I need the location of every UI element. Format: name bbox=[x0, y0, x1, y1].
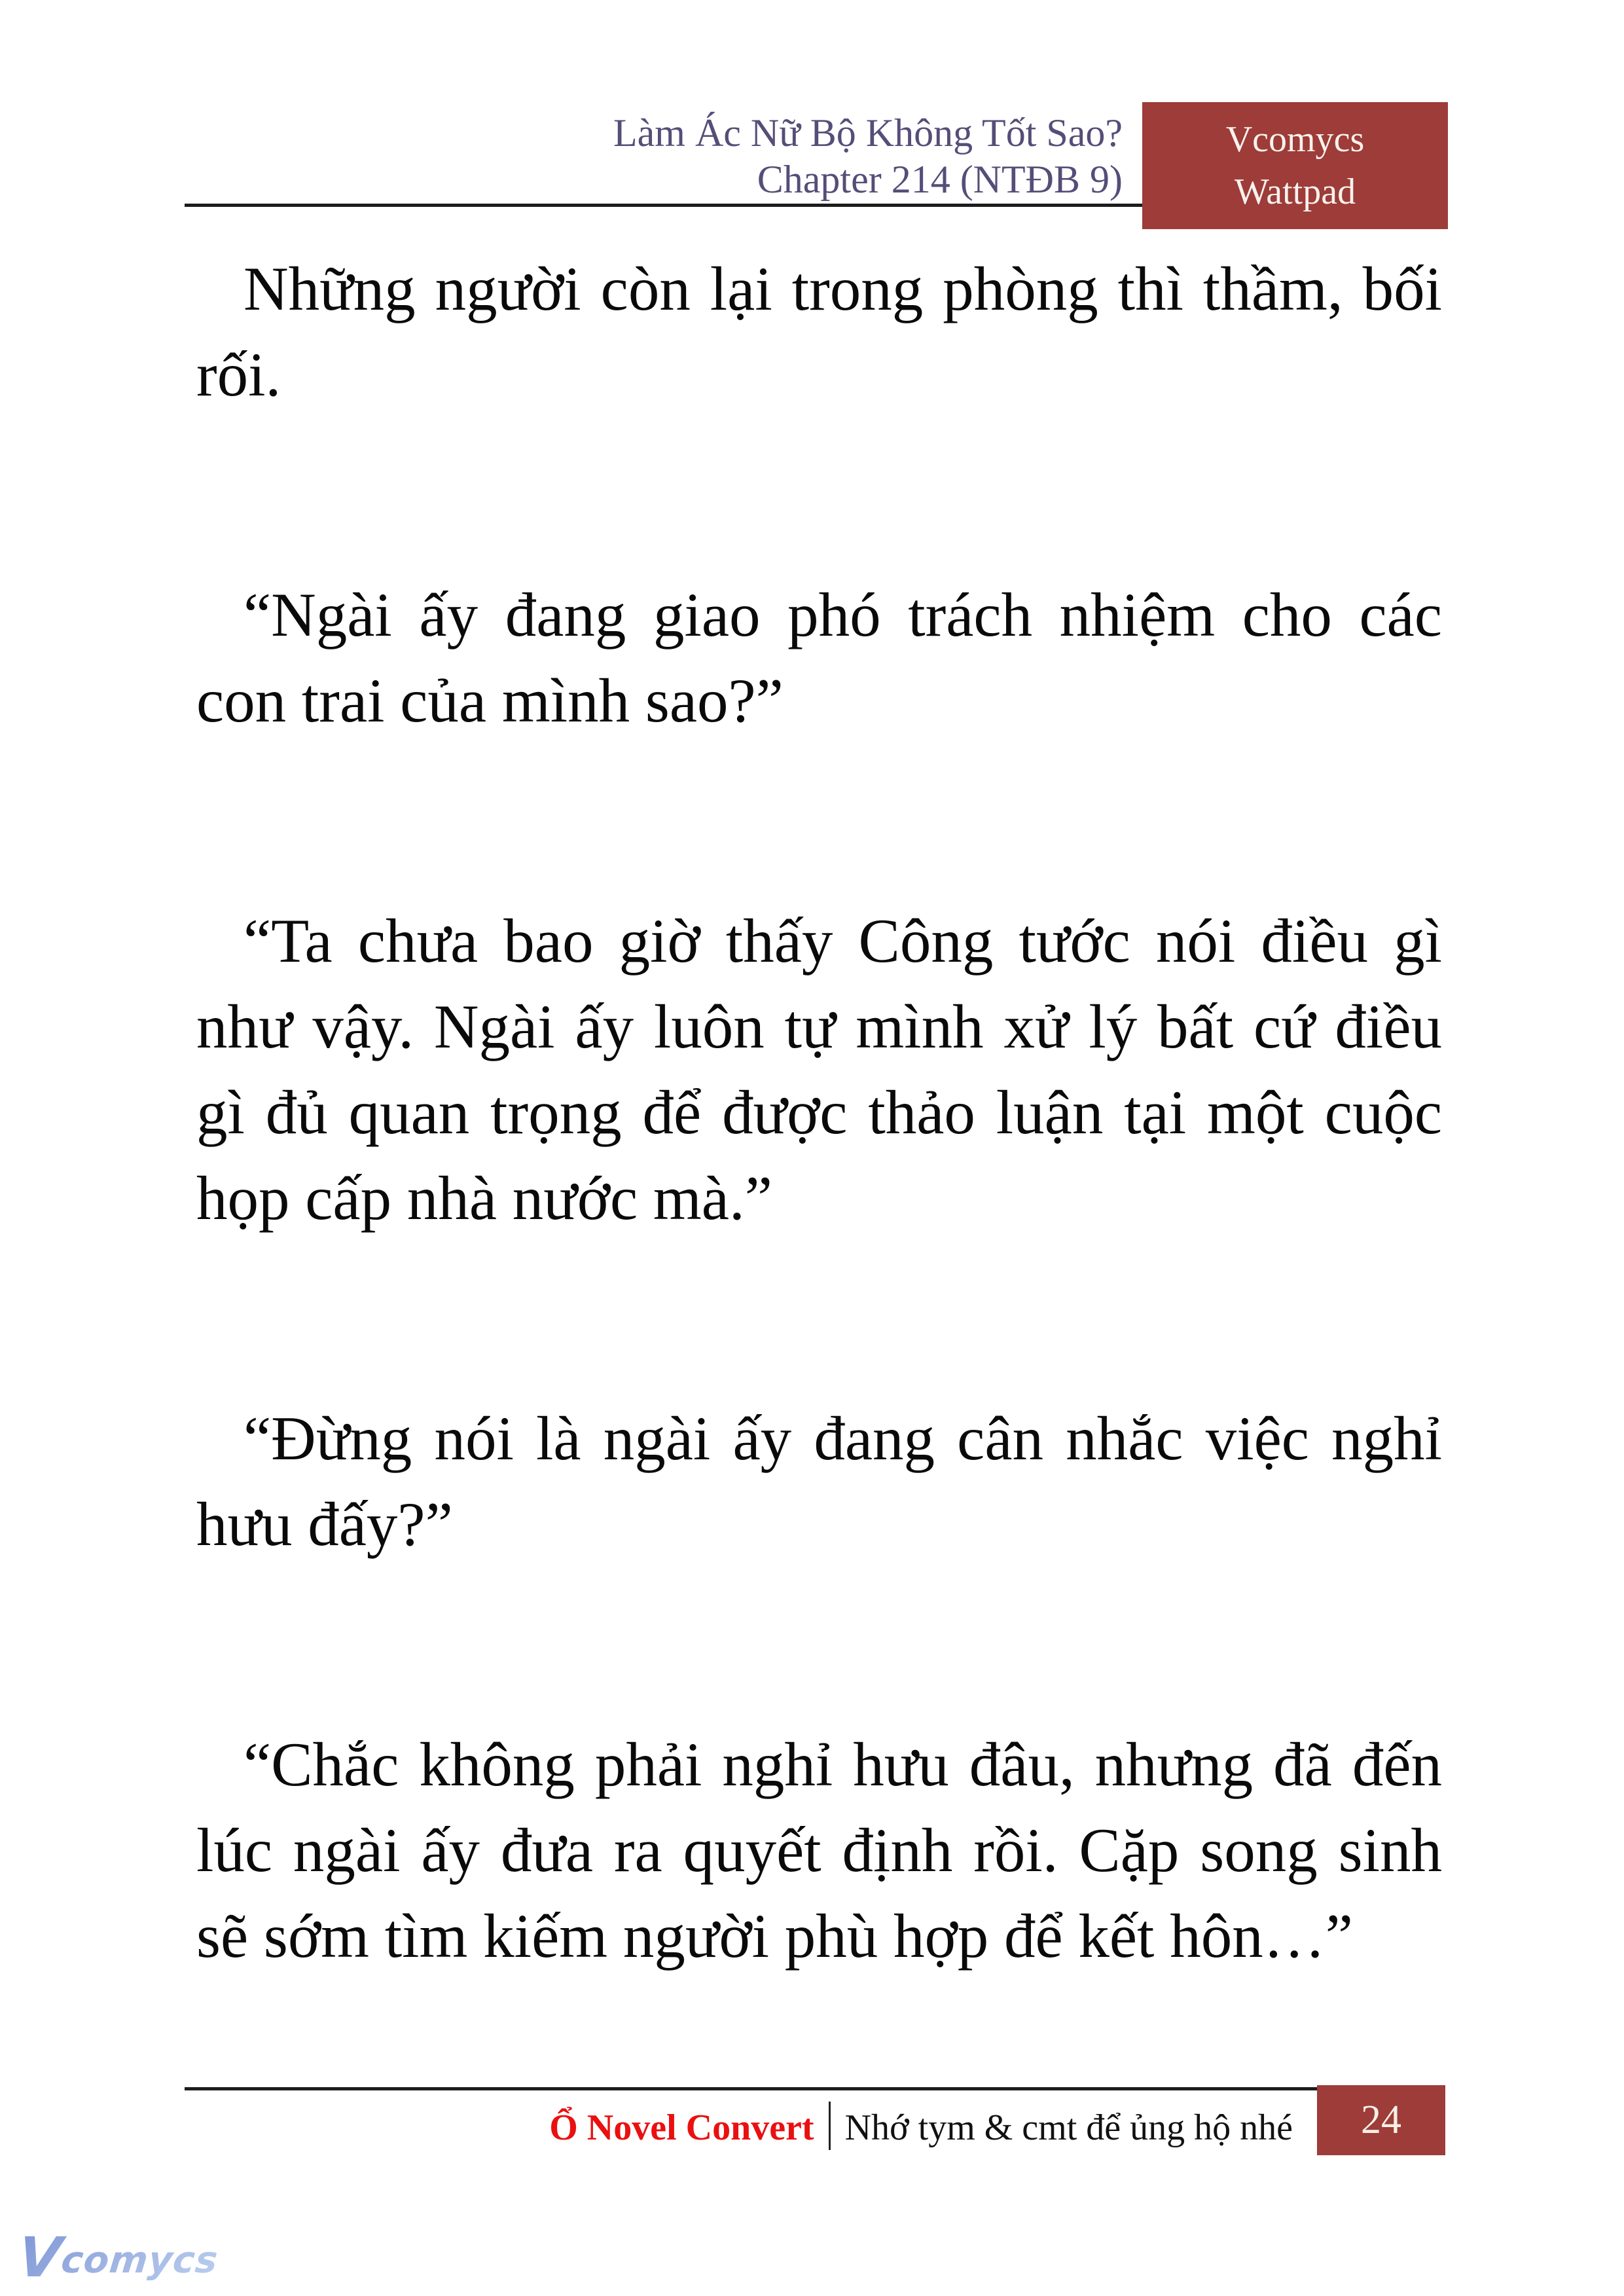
page-number-box bbox=[1317, 2085, 1445, 2155]
paragraph: “Ta chưa bao giờ thấy Công tước nói điều gì như vậy. Ngài ấy luôn tự mình xử lý bất cứ điều gì đủ quan trọng để được thảo luận tại một cuộc họp cấp nhà nước mà.” bbox=[196, 906, 1442, 1233]
brand-box bbox=[1142, 102, 1448, 229]
vcomycs-logo-initial: V bbox=[15, 2225, 65, 2289]
footer-brand: Ổ Novel Convert bbox=[549, 2107, 814, 2148]
brand-name: Vcomycs bbox=[1225, 119, 1365, 160]
paragraph: “Ngài ấy đang giao phó trách nhiệm cho các con trai của mình sao?” bbox=[196, 580, 1442, 735]
vcomycs-logo-watermark bbox=[15, 2225, 221, 2289]
page-number: 24 bbox=[1361, 2098, 1401, 2142]
footer-divider bbox=[185, 2087, 1317, 2090]
footer-note: Nhớ tym & cmt để ủng hộ nhé bbox=[844, 2107, 1293, 2148]
vcomycs-logo-rest: comycs bbox=[59, 2239, 221, 2282]
paragraph: “Chắc không phải nghỉ hưu đâu, nhưng đã đến lúc ngài ấy đưa ra quyết định rồi. Cặp song sinh sẽ sớm tìm kiếm người phù hợp để kết hôn…” bbox=[196, 1730, 1442, 1971]
chapter-body bbox=[196, 207, 1442, 2134]
paragraph: “Đừng nói là ngài ấy đang cân nhắc việc nghỉ hưu đấy?” bbox=[196, 1404, 1442, 1559]
page-header bbox=[613, 110, 1123, 203]
footer-separator bbox=[829, 2102, 831, 2150]
page-footer bbox=[549, 2102, 1293, 2154]
brand-platform: Wattpad bbox=[1234, 172, 1356, 212]
novel-title: Làm Ác Nữ Bộ Không Tốt Sao? bbox=[613, 111, 1123, 155]
paragraph: Những người còn lại trong phòng thì thầm, bối rối. bbox=[196, 254, 1442, 409]
chapter-info: Chapter 214 (NTĐB 9) bbox=[757, 158, 1123, 201]
